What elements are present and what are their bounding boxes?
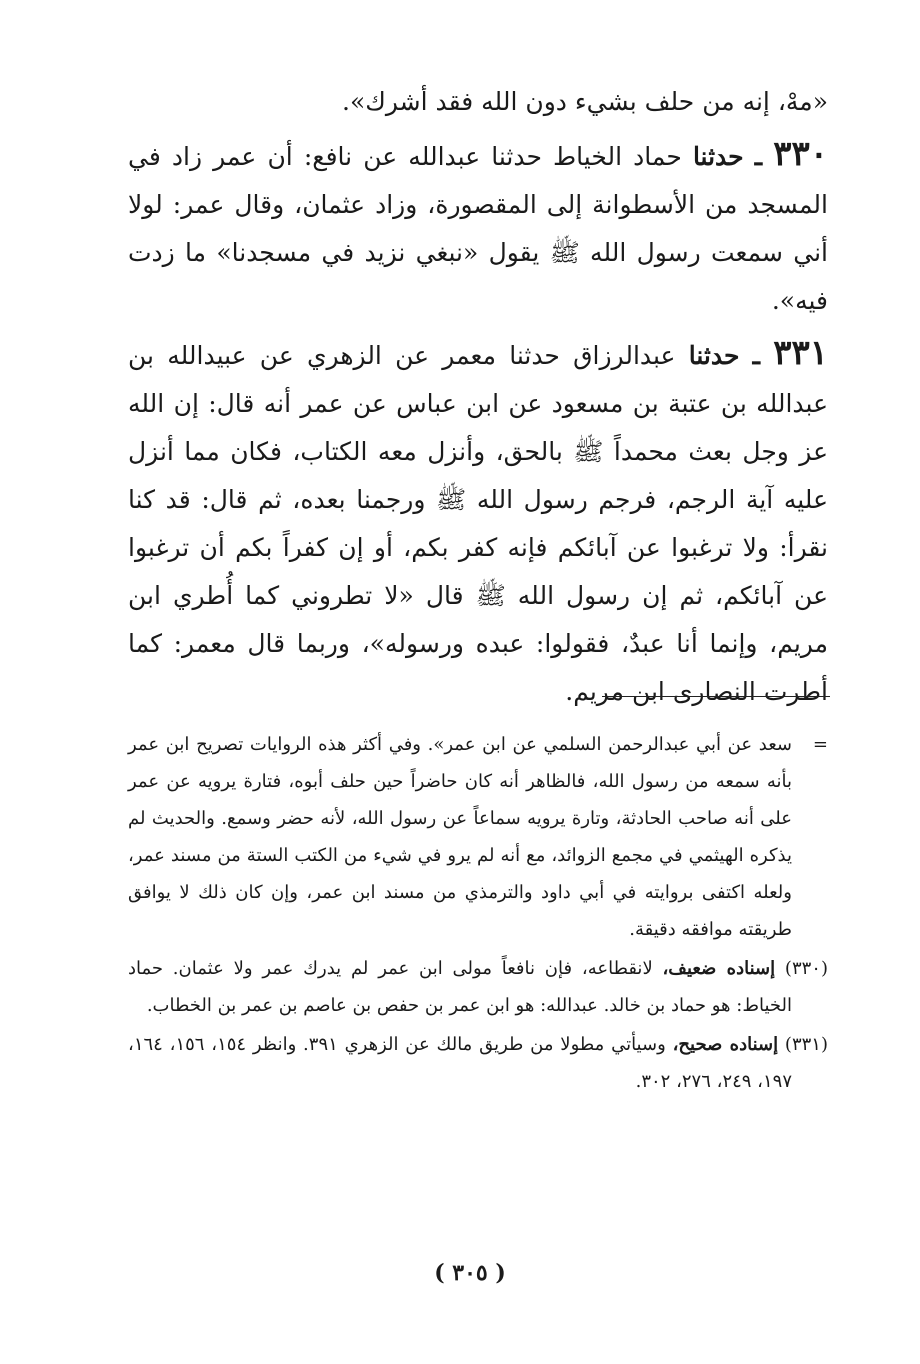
footnote-331-text: وسيأتي مطولا من طريق مالك عن الزهري ٣٩١. وانظر ١٥٤، ١٥٦، ١٦٤، ١٩٧، ٢٤٩، ٢٧٦، ٣٠٢. [128, 1034, 792, 1092]
hadith-330-keyword: حدثنا [692, 142, 744, 171]
footnote-divider [602, 696, 830, 697]
footnote-330-label: (٣٣٠) [784, 958, 828, 979]
hadith-331 [128, 329, 828, 716]
footnote-continuation [128, 726, 828, 948]
footnote-330-text: لانقطاعه، فإن نافعاً مولى ابن عمر لم يدرك عمر ولا عثمان. حماد الخياط: هو حماد بن خالد. عبدالله: هو ابن عمر بن حفص بن عاصم بن عمر بن الخطاب. [128, 958, 792, 1016]
footnote-330 [128, 950, 828, 1024]
continuation-mark: = [812, 734, 828, 755]
footnote-330-grade: إسناده ضعيف، [662, 958, 776, 979]
footnote-331 [128, 1026, 828, 1100]
main-text [128, 78, 828, 720]
hadith-330-dash: ـ [754, 142, 763, 171]
hadith-330-number: ٣٣٠ [773, 134, 829, 174]
footnote-continuation-text: سعد عن أبي عبدالرحمن السلمي عن ابن عمر». وفي أكثر هذه الروايات تصريح ابن عمر بأنه سمعه من رسول الله، فالظاهر أنه كان حاضراً حين حلف أبوه، فتارة يرويه عن عمر على أنه صاحب الحادثة، وتارة يرويه سماعاً عن رسول الله، لأنه حضر وسمع. والحديث لم يذكره الهيثمي في مجمع الزوائد، مع أنه لم يرو في شيء من الكتب الستة من مسند عمر، ولعله اكتفى بروايته في أبي داود والترمذي من مسند ابن عمر، وإن كان ذلك لا يوافق طريقته موافقه دقيقة. [128, 734, 792, 940]
hadith-330-text: حماد الخياط حدثنا عبدالله عن نافع: أن عمر زاد في المسجد من الأسطوانة إلى المقصورة، وزاد عثمان، وقال عمر: لولا أني سمعت رسول الله ﷺ يقول «نبغي نزيد في مسجدنا» ما زدت فيه». [128, 142, 828, 315]
hadith-331-number: ٣٣١ [773, 333, 829, 373]
hadith-331-text: عبدالرزاق حدثنا معمر عن الزهري عن عبيدالله بن عبدالله بن عتبة بن مسعود عن ابن عباس عن عمر أنه قال: إن الله عز وجل بعث محمداً ﷺ بالحق، وأنزل معه الكتاب، فكان مما أنزل عليه آية الرجم، فرجم رسول الله ﷺ ورجمنا بعده، ثم قال: قد كنا نقرأ: ولا ترغبوا عن آبائكم فإنه كفر بكم، أو إن كفراً بكم أن ترغبوا عن آبائكم، ثم إن رسول الله ﷺ قال «لا تطروني كما أُطري ابن مريم، وإنما أنا عبدٌ، فقولوا: عبده ورسوله»، وربما قال معمر: كما أطرت النصارى ابن مريم. [128, 341, 828, 706]
intro-line: «مهْ، إنه من حلف بشيء دون الله فقد أشرك». [342, 87, 828, 116]
footnote-331-grade: إسناده صحيح، [672, 1034, 779, 1055]
hadith-331-dash: ـ [752, 341, 760, 370]
footnotes [128, 726, 828, 1102]
hadith-330 [128, 130, 828, 325]
hadith-331-keyword: حدثنا [688, 341, 740, 370]
footnote-331-label: (٣٣١) [784, 1034, 828, 1055]
page-number: ( ٣٠٥ ) [434, 1260, 506, 1286]
